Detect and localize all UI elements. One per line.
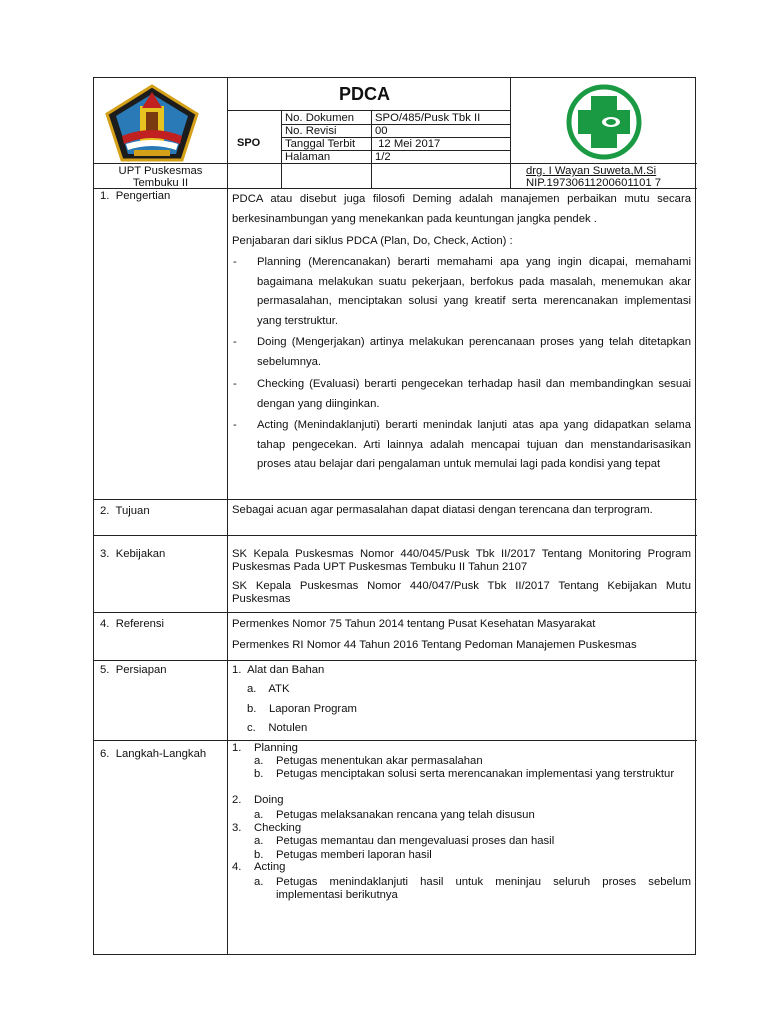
step-title-acting: Acting [254, 861, 286, 873]
section-label-tujuan: 2. Tujuan [100, 505, 150, 517]
meta-label-dokumen: No. Dokumen [285, 112, 355, 124]
step-number: 2. [232, 794, 242, 806]
bali-province-logo [104, 84, 200, 162]
meta-value-revisi: 00 [375, 125, 388, 137]
section-label-persiapan: 5. Persiapan [100, 664, 167, 676]
meta-value-halaman: 1/2 [375, 151, 391, 163]
meta-label-halaman: Halaman [285, 151, 331, 163]
section-label-kebijakan: 3. Kebijakan [100, 548, 166, 560]
section-label-langkah: 6. Langkah-Langkah [100, 748, 207, 760]
referensi-line-1: Permenkes Nomor 75 Tahun 2014 tentang Pusat Kesehatan Masyarakat [232, 618, 596, 630]
meta-value-tanggal: 12 Mei 2017 [375, 138, 441, 150]
page-title: PDCA [339, 84, 391, 104]
pengertian-item-acting: Acting (Menindaklanjuti) berarti menindak lanjuti atas apa yang didapatkan selama tahap pengecekan. Arti lainnya adalah mencapai tujuan dan menstandarisasikan proses atau belajar dari pengalaman untuk memulai lagi pada kondisi yang tepat [257, 419, 691, 470]
pengertian-item-checking: Checking (Evaluasi) berarti pengecekan terhadap hasil dan membandingkan sesuai dengan yang diinginkan. [257, 378, 691, 410]
pengertian-paragraph-1: PDCA atau disebut juga filosofi Deming adalah manajemen perbaikan mutu secara berkesinambungan yang menekankan pada keuntungan jangka pendek . [232, 193, 691, 225]
persiapan-heading: 1. Alat dan Bahan [232, 664, 325, 676]
tujuan-text: Sebagai acuan agar permasalahan dapat diatasi dengan terencana dan terprogram. [232, 504, 653, 516]
kemenkes-logo [554, 84, 654, 160]
pengertian-item-planning: Planning (Merencanakan) berarti memahami apa yang ingin dicapai, memahami bagaimana melakukan suatu pekerjaan, berfokus pada masalah, menemukan akar permasalahan, menciptakan solusi yang kreatif serta merencanakan implementasi yang terstruktur. [257, 256, 691, 327]
step-title-doing: Doing [254, 794, 284, 806]
dash-bullet: - [233, 256, 237, 268]
org-name-line2: Tembuku II [132, 177, 189, 189]
pengertian-paragraph-2: Penjabaran dari siklus PDCA (Plan, Do, Check, Action) : [232, 235, 513, 247]
meta-label-tanggal: Tanggal Terbit [285, 138, 356, 150]
sub-item: Petugas memantau dan mengevaluasi proses dan hasil [276, 835, 555, 847]
section-label-referensi: 4. Referensi [100, 618, 165, 630]
sub-item: Petugas melaksanakan rencana yang telah disusun [276, 809, 535, 821]
persiapan-item-atk: a. ATK [247, 683, 290, 695]
sub-item: Petugas menindaklanjuti hasil untuk meninjau seluruh proses sebelum implementasi berikutnya [276, 876, 691, 901]
signer-name: drg. I Wayan Suweta,M.Si [526, 165, 657, 177]
spo-label: SPO [237, 137, 261, 149]
dash-bullet: - [233, 419, 237, 431]
sub-letter: b. [254, 849, 264, 861]
sub-item: Petugas menciptakan solusi serta merencanakan implementasi yang terstruktur [276, 768, 675, 780]
persiapan-item-notulen: c. Notulen [247, 722, 308, 734]
sub-letter: a. [254, 809, 264, 821]
signer-nip: NIP.19730611200601101 7 [526, 177, 662, 189]
kebijakan-paragraph-2: SK Kepala Puskesmas Nomor 440/047/Pusk Tbk II/2017 Tentang Kebijakan Mutu Puskesmas [232, 580, 691, 605]
step-number: 3. [232, 822, 242, 834]
spo-document [93, 77, 696, 955]
pengertian-item-doing: Doing (Mengerjakan) artinya melakukan perencanaan proses yang telah ditetapkan sebelumnya. [257, 336, 691, 368]
step-number: 4. [232, 861, 242, 873]
persiapan-item-laporan: b. Laporan Program [247, 703, 357, 715]
dash-bullet: - [233, 336, 237, 348]
section-label-pengertian: 1. Pengertian [100, 190, 171, 202]
sub-item: Petugas menentukan akar permasalahan [276, 755, 483, 767]
dash-bullet: - [233, 378, 237, 390]
referensi-line-2: Permenkes RI Nomor 44 Tahun 2016 Tentang Pedoman Manajemen Puskesmas [232, 639, 637, 651]
step-title-planning: Planning [254, 742, 298, 754]
sub-letter: a. [254, 876, 264, 888]
step-number: 1. [232, 742, 242, 754]
kebijakan-paragraph-1: SK Kepala Puskesmas Nomor 440/045/Pusk Tbk II/2017 Tentang Monitoring Program Puskesmas Pada UPT Puskesmas Tembuku II Tahun 2107 [232, 548, 691, 573]
step-title-checking: Checking [254, 822, 302, 834]
sub-item: Petugas memberi laporan hasil [276, 849, 432, 861]
sub-letter: b. [254, 768, 264, 780]
sub-letter: a. [254, 755, 264, 767]
meta-label-revisi: No. Revisi [285, 125, 337, 137]
meta-value-dokumen: SPO/485/Pusk Tbk II [375, 112, 481, 124]
sub-letter: a. [254, 835, 264, 847]
org-name: UPT Puskesmas [118, 165, 203, 177]
